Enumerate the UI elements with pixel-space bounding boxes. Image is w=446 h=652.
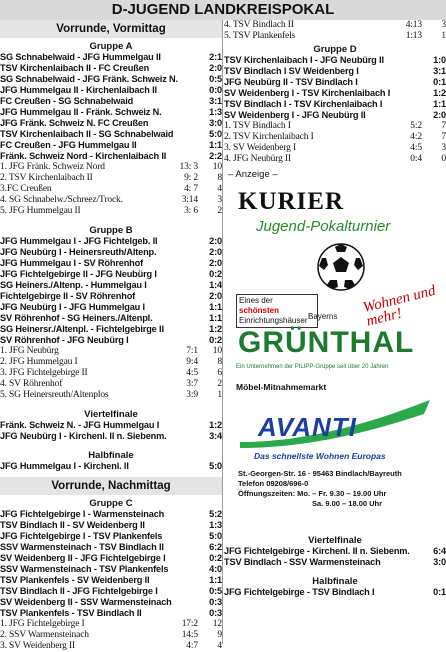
match-teams: TSV Bindlach I - TSV Kirchenlaibach I <box>224 99 383 109</box>
match-score: 2:0 <box>209 258 222 268</box>
match-teams: JFG Fichtelgebirge - TSV Bindlach I <box>224 587 375 597</box>
group-a-standings <box>0 162 222 217</box>
points: 4 <box>217 184 222 194</box>
team-name: 1. JFG Neubürg <box>0 346 59 356</box>
team-name: 2. JFG Hummelgau I <box>0 357 78 367</box>
match-row <box>0 324 222 335</box>
goal-ratio: 9: 2 <box>184 173 198 183</box>
viertelfinale-title-right: Viertelfinale <box>308 535 362 546</box>
team-name: 4. SG Schnabelw./Schreez/Trock. <box>0 195 123 205</box>
match-row <box>0 258 222 269</box>
standing-row <box>224 132 446 143</box>
match-row <box>224 546 446 557</box>
match-score: 0:0 <box>209 85 222 95</box>
match-row <box>0 608 222 619</box>
right-column <box>224 20 446 598</box>
match-score: 1:2 <box>209 324 222 334</box>
section-band-vormittag: Vorrunde, Vormittag <box>0 20 222 38</box>
match-score: 1:3 <box>209 107 222 117</box>
points: 4 <box>217 641 222 651</box>
points: 1 <box>441 31 446 41</box>
points: 10 <box>212 346 222 356</box>
match-score: 0:1 <box>433 77 446 87</box>
match-teams: TSV Bindlach I SV Weidenberg I <box>224 66 359 76</box>
goal-ratio: 4:5 <box>186 368 198 378</box>
match-teams: JFG Hummelgau I - Kirchenl. II <box>0 461 129 471</box>
group-d-matches <box>224 55 446 121</box>
team-name: 4. SV Röhrenhof <box>0 379 63 389</box>
match-teams: SV Weidenberg II - JFG Fichtelgebirge I <box>0 553 166 563</box>
match-row <box>0 302 222 313</box>
match-score: 1:1 <box>209 575 222 585</box>
match-row <box>0 420 222 431</box>
goal-ratio: 9:4 <box>186 357 198 367</box>
match-teams: JFG Neubürg I - Heinersreuth/Altenp. <box>0 247 157 257</box>
match-teams: JFG Fichtelgebirge I - TSV Plankenfels <box>0 531 163 541</box>
match-score: 1:2 <box>433 88 446 98</box>
halbfinale-matches <box>0 461 222 472</box>
match-teams: JFG Neubürg II - TSV Bindlach I <box>224 77 358 87</box>
points: 7 <box>441 121 446 131</box>
viertelfinale-title: Viertelfinale <box>84 409 138 420</box>
standing-row <box>224 121 446 132</box>
match-teams: SV Weidenberg I - JFG Neubürg II <box>224 110 366 120</box>
match-row <box>0 553 222 564</box>
avanti-logo: AVANTI <box>258 412 357 442</box>
match-teams: JFG Neubürg I - Kirchenl. II n. Siebenm. <box>0 431 167 441</box>
mitnahmemarkt-text: Möbel-Mitnahmemarkt <box>236 382 327 392</box>
standing-row <box>0 630 222 641</box>
anzeige-label: – Anzeige – <box>228 169 278 180</box>
match-row <box>0 531 222 542</box>
goal-ratio: 3: 6 <box>184 206 198 216</box>
match-score: 4:0 <box>209 564 222 574</box>
match-score: 6:2 <box>209 542 222 552</box>
standing-row <box>0 195 222 206</box>
bayerns-text: Bayerns <box>308 312 338 321</box>
match-teams: Fränk. Schweiz Nord - Kirchenlaibach II <box>0 151 167 161</box>
kurier-logo: KURIER <box>238 188 345 215</box>
standing-row <box>0 379 222 390</box>
match-row <box>0 509 222 520</box>
points: 9 <box>217 630 222 640</box>
match-row <box>224 88 446 99</box>
match-row <box>0 118 222 129</box>
points: 3 <box>217 195 222 205</box>
standing-row <box>0 162 222 173</box>
match-teams: SV Röhrenhof - SG Heiners./Altenpl. <box>0 313 153 323</box>
match-row <box>0 63 222 74</box>
match-teams: JFG Fränk. Schweiz N. FC Creußen <box>0 118 149 128</box>
match-score: 0:2 <box>209 269 222 279</box>
match-row <box>0 247 222 258</box>
standing-row <box>0 619 222 630</box>
wohnen-slogan: Wohnen und mehr! <box>361 282 438 330</box>
team-name: 3.FC Creußen <box>0 184 52 194</box>
standing-row <box>224 154 446 165</box>
group-c-standings <box>0 619 222 652</box>
match-score: 3:0 <box>433 557 446 567</box>
match-teams: JFG Fichtelgebirge I - Warmensteinach <box>0 509 165 519</box>
standing-row <box>224 31 446 42</box>
match-score: 1:1 <box>209 140 222 150</box>
match-teams: SG Schnabelwaid - JFG Hummelgau II <box>0 52 161 62</box>
goal-ratio: 4:2 <box>410 132 422 142</box>
match-teams: SG Schnabelwaid - JFG Fränk. Schweiz N. <box>0 74 178 84</box>
match-row <box>0 564 222 575</box>
match-teams: TSV Plankenfels - SV Weidenberg II <box>0 575 150 585</box>
group-c-matches <box>0 509 222 619</box>
match-score: 0:5 <box>209 74 222 84</box>
standing-row <box>0 346 222 357</box>
goal-ratio: 17:2 <box>181 619 198 629</box>
goal-ratio: 3:14 <box>181 195 198 205</box>
team-name: 5. TSV Plankenfels <box>224 31 296 41</box>
match-teams: FC Creußen - JFG Hummelgau II <box>0 140 137 150</box>
points: 8 <box>217 357 222 367</box>
match-row <box>0 96 222 107</box>
match-teams: JFG Fichtelgebirge - Kirchenl. II n. Siebenm. <box>224 546 410 556</box>
goal-ratio: 0:4 <box>410 154 422 164</box>
match-row <box>0 140 222 151</box>
match-teams: JFG Fichtelgebirge II - JFG Neubürg I <box>0 269 157 279</box>
match-row <box>0 291 222 302</box>
match-score: 5:0 <box>209 129 222 139</box>
match-score: 3:4 <box>209 431 222 441</box>
team-name: 5. JFG Hummelgau II <box>0 206 81 216</box>
match-teams: SV Röhrenhof - JFG Neubürg I <box>0 335 129 345</box>
points: 10 <box>212 162 222 172</box>
match-score: 1:1 <box>209 313 222 323</box>
match-teams: SSV Warmensteinach - TSV Bindlach II <box>0 542 164 552</box>
gruenthal-logo: GRÜNTHAL <box>238 326 415 359</box>
goal-ratio: 13: 3 <box>179 162 198 172</box>
match-teams: JFG Hummelgau I - JFG Fichtelgeb. II <box>0 236 158 246</box>
standing-row <box>0 357 222 368</box>
team-name: 5. SG Heinersreuth/Altenplos <box>0 390 109 400</box>
left-column <box>0 20 222 652</box>
goal-ratio: 4: 7 <box>184 184 198 194</box>
match-score: 2:0 <box>433 110 446 120</box>
match-teams: TSV Kirchenlaibach II - FC Creußen <box>0 63 150 73</box>
match-score: 1:0 <box>433 55 446 65</box>
match-row <box>0 542 222 553</box>
match-row <box>0 520 222 531</box>
team-name: 1. TSV Bindlach I <box>224 121 291 131</box>
page-title: D-JUGEND LANDKREISPOKAL <box>0 0 446 20</box>
match-row <box>224 77 446 88</box>
goal-ratio: 4:7 <box>186 641 198 651</box>
einrichtungshaus-box: Eines der schönsten Einrichtungshäuser <box>236 294 318 328</box>
match-teams: Fränk. Schweiz N. - JFG Hummelgau I <box>0 420 160 430</box>
pokalturnier-text: Jugend-Pokalturnier <box>256 218 391 235</box>
match-score: 5:2 <box>209 509 222 519</box>
goal-ratio: 14:5 <box>181 630 198 640</box>
match-row <box>224 557 446 568</box>
match-teams: JFG Neubürg I - JFG Hummelgau I <box>0 302 145 312</box>
points: 0 <box>441 154 446 164</box>
standing-row <box>0 390 222 401</box>
goal-ratio: 3:7 <box>186 379 198 389</box>
goal-ratio: 5:2 <box>410 121 422 131</box>
team-name: 2. TSV Kirchenlaibach II <box>0 173 93 183</box>
group-b-title: Gruppe B <box>89 225 133 236</box>
match-score: 0:2 <box>209 335 222 345</box>
match-score: 0:3 <box>209 597 222 607</box>
standing-row <box>0 206 222 217</box>
match-row <box>0 269 222 280</box>
soccer-ball-icon <box>316 242 366 292</box>
points: 7 <box>441 132 446 142</box>
halbfinale-matches-right <box>224 587 446 598</box>
group-c-title: Gruppe C <box>89 498 133 509</box>
match-row <box>0 280 222 291</box>
standing-row <box>224 20 446 31</box>
match-row <box>0 107 222 118</box>
match-row <box>0 597 222 608</box>
match-row <box>0 431 222 442</box>
viertelfinale-matches-right <box>224 546 446 568</box>
match-score: 6:4 <box>433 546 446 556</box>
match-score: 3:1 <box>209 96 222 106</box>
match-row <box>224 66 446 77</box>
match-score: 1:1 <box>433 99 446 109</box>
team-name: 1. JFG Fränk. Schweiz Nord <box>0 162 105 172</box>
match-score: 3:0 <box>209 118 222 128</box>
match-teams: FC Creußen - SG Schnabelwaid <box>0 96 134 106</box>
match-teams: JFG Hummelgau II - Kirchenlaibach II <box>0 85 157 95</box>
match-row <box>0 335 222 346</box>
match-row <box>0 52 222 63</box>
team-name: 1. JFG Fichtelgebirge I <box>0 619 85 629</box>
match-row <box>0 129 222 140</box>
match-score: 1:1 <box>209 302 222 312</box>
team-name: 3. SV Weidenberg I <box>224 143 297 153</box>
match-score: 0:1 <box>433 587 446 597</box>
match-score: 2:2 <box>209 151 222 161</box>
match-teams: SSV Warmensteinach - TSV Plankenfels <box>0 564 169 574</box>
store-address: St.-Georgen-Str. 16 · 95463 Bindlach/Bayreuth Telefon 09208/696-0 Öffnungszeiten: Mo. – Fr. 9.30 – 19.00 Uhr Sa. 9.00 – 18.00 Uhr <box>238 469 402 508</box>
points: 2 <box>217 379 222 389</box>
match-teams: SG Heiners./Altenp. - Hummelgau I <box>0 280 147 290</box>
match-teams: JFG Hummelgau I - SV Röhrenhof <box>0 258 144 268</box>
goal-ratio: 4:13 <box>405 20 422 30</box>
match-score: 0:2 <box>209 553 222 563</box>
match-score: 5:0 <box>209 461 222 471</box>
section-band-nachmittag: Vorrunde, Nachmittag <box>0 477 222 495</box>
match-teams: TSV Bindlach II - JFG Fichtelgebirge I <box>0 586 158 596</box>
team-name: 4. TSV Bindlach II <box>224 20 294 30</box>
group-c-standings-cont <box>224 20 446 42</box>
group-d-standings <box>224 121 446 165</box>
team-name: 4. JFG Neubürg II <box>224 154 291 164</box>
match-teams: TSV Kirchenlaibach I - JFG Neubürg II <box>224 55 384 65</box>
match-row <box>0 461 222 472</box>
team-name: 2. SSV Warmensteinach <box>0 630 89 640</box>
match-teams: SV Weidenberg I - TSV Kirchenlaibach I <box>224 88 391 98</box>
match-score: 2:0 <box>209 63 222 73</box>
halbfinale-title-right: Halbfinale <box>312 576 358 587</box>
group-b-standings <box>0 346 222 401</box>
match-row <box>0 151 222 162</box>
match-teams: SV Weidenberg II - SSV Warmensteinach <box>0 597 172 607</box>
halbfinale-title: Halbfinale <box>88 450 134 461</box>
match-row <box>224 110 446 121</box>
match-score: 2:0 <box>209 247 222 257</box>
match-row <box>224 99 446 110</box>
match-score: 2:0 <box>209 291 222 301</box>
match-score: 2:0 <box>209 236 222 246</box>
match-teams: TSV Kirchenlaibach II - SG Schnabelwaid <box>0 129 174 139</box>
match-score: 1:2 <box>209 420 222 430</box>
group-a-matches <box>0 52 222 162</box>
points: 3 <box>441 143 446 153</box>
match-row <box>224 55 446 66</box>
points: 1 <box>217 390 222 400</box>
viertelfinale-matches <box>0 420 222 442</box>
match-row <box>224 587 446 598</box>
team-name: 3. JFG Fichtelgebirge II <box>0 368 88 378</box>
match-score: 3:1 <box>433 66 446 76</box>
match-row <box>0 313 222 324</box>
match-score: 2:1 <box>209 52 222 62</box>
standing-row <box>0 184 222 195</box>
match-row <box>0 575 222 586</box>
match-score: 0:5 <box>209 586 222 596</box>
match-row <box>0 74 222 85</box>
match-teams: TSV Bindlach - SSV Warmensteinach <box>224 557 381 567</box>
standing-row <box>0 368 222 379</box>
match-teams: JFG Hummelgau II - Fränk. Schweiz N. <box>0 107 162 117</box>
match-score: 1:4 <box>209 280 222 290</box>
match-teams: TSV Bindlach II - SV Weidenberg II <box>0 520 145 530</box>
goal-ratio: 4:5 <box>410 143 422 153</box>
points: 8 <box>217 173 222 183</box>
standing-row <box>224 143 446 154</box>
avanti-slogan: Das schnellste Wohnen Europas <box>254 451 386 461</box>
match-teams: Fichtelgebirge II - SV Röhrenhof <box>0 291 136 301</box>
group-b-matches <box>0 236 222 346</box>
match-teams: TSV Plankenfels - TSV Bindlach II <box>0 608 142 618</box>
goal-ratio: 7:1 <box>186 346 198 356</box>
goal-ratio: 1:13 <box>405 31 422 41</box>
points: 3 <box>441 20 446 30</box>
group-a-title: Gruppe A <box>89 41 133 52</box>
points: 6 <box>217 368 222 378</box>
advertisement <box>228 184 440 527</box>
team-name: 3. SV Weidenberg II <box>0 641 76 651</box>
match-row <box>0 85 222 96</box>
match-score: 1:3 <box>209 520 222 530</box>
match-teams: SG Heinersr./Altenpl. - Fichtelgebirge II <box>0 324 164 334</box>
match-row <box>0 236 222 247</box>
match-score: 0:3 <box>209 608 222 618</box>
standing-row <box>0 641 222 652</box>
column-divider <box>222 20 223 644</box>
gruenthal-subline: Ein Unternehmen der PILIPP-Gruppe seit über 20 Jahren <box>236 364 389 370</box>
goal-ratio: 3:9 <box>186 390 198 400</box>
points: 2 <box>217 206 222 216</box>
group-d-title: Gruppe D <box>313 44 357 55</box>
match-score: 5:0 <box>209 531 222 541</box>
match-row <box>0 586 222 597</box>
standing-row <box>0 173 222 184</box>
points: 12 <box>212 619 222 629</box>
team-name: 2. TSV Kirchenlaibach I <box>224 132 314 142</box>
